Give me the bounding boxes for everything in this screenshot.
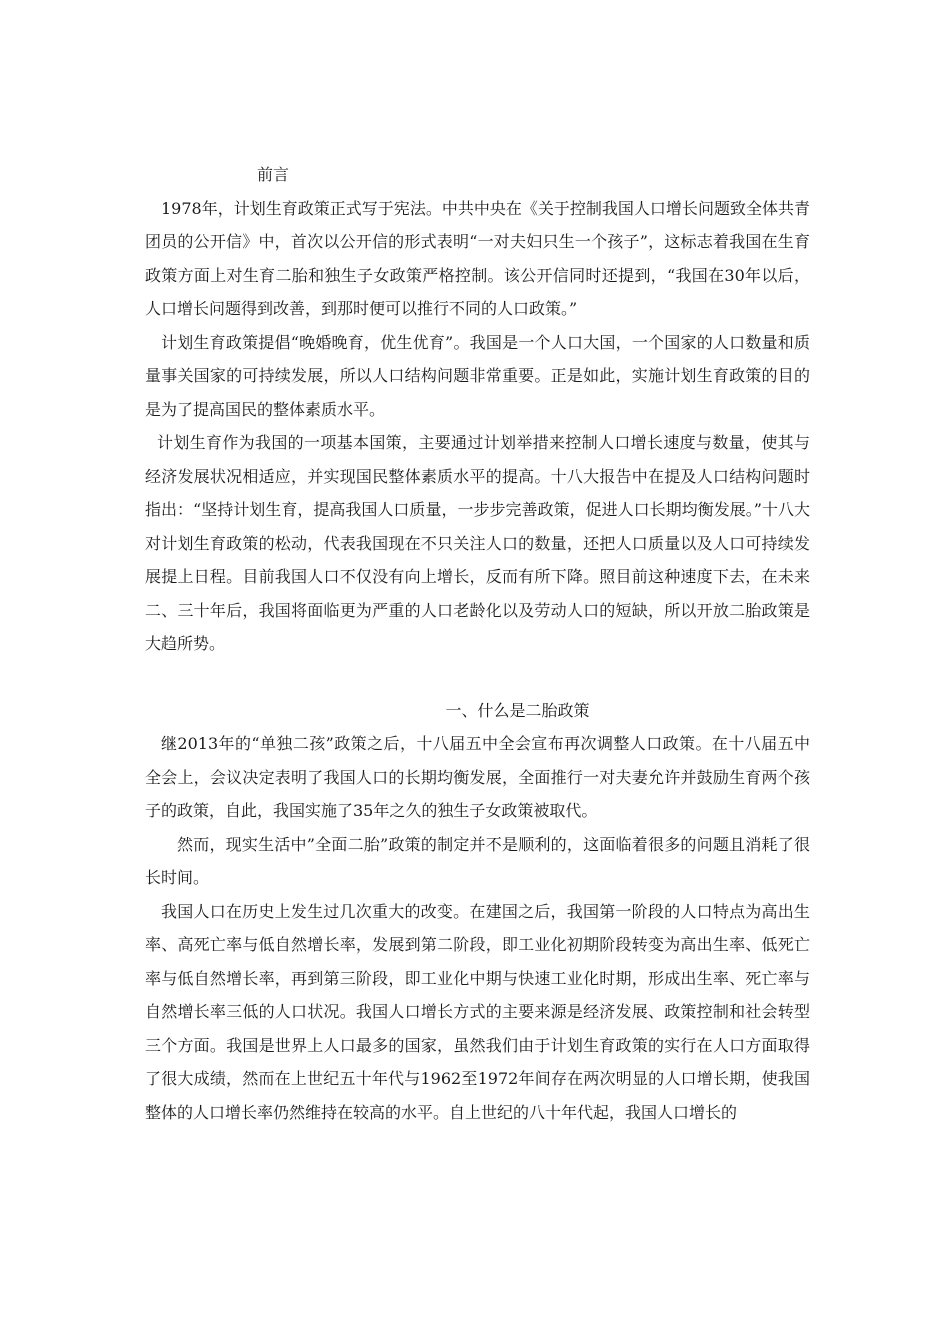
- preface-title: 前言: [257, 165, 290, 184]
- preface-paragraph-3: 计划生育作为我国的一项基本国策，主要通过计划举措来控制人口增长速度与数量，使其与经济发展状况相适应，并实现国民整体素质水平的提高。十八大报告中在提及人口结构问题时指出：“坚持计划生育，提高我国人口质量，一步步完善政策，促进人口长期均衡发展。”十八大对计划生育政策的松动，代表我国现在不只关注人口的数量，还把人口质量以及人口可持续发展提上日程。目前我国人口不仅没有向上增长，反而有所下降。照目前这种速度下去，在未来二、三十年后，我国将面临更为严重的人口老龄化以及劳动人口的短缺，所以开放二胎政策是大趋所势。: [145, 433, 810, 653]
- section-1-paragraph-1: 继2013年的“单独二孩”政策之后，十八届五中全会宣布再次调整人口政策。在十八届五中全会上，会议决定表明了我国人口的长期均衡发展，全面推行一对夫妻允许并鼓励生育两个孩子的政策，自此，我国实施了35年之久的独生子女政策被取代。: [145, 734, 810, 820]
- preface-paragraph-1: 1978年，计划生育政策正式写于宪法。中共中央在《关于控制我国人口增长问题致全体共青团员的公开信》中，首次以公开信的形式表明“一对夫妇只生一个孩子”，这标志着我国在生育政策方面上对生育二胎和独生子女政策严格控制。该公开信同时还提到，“我国在30年以后，人口增长问题得到改善，到那时便可以推行不同的人口政策。”: [145, 198, 810, 318]
- section-1-heading: 一、什么是二胎政策: [445, 700, 590, 720]
- preface-paragraph-2: 计划生育政策提倡“晚婚晚育，优生优育”。我国是一个人口大国，一个国家的人口数量和质量事关国家的可持续发展，所以人口结构问题非常重要。正是如此，实施计划生育政策的目的是为了提高国民的整体素质水平。: [145, 332, 810, 419]
- section-1-paragraph-2: 然而，现实生活中”全面二胎”政策的制定并不是顺利的，这面临着很多的问题且消耗了很长时间。: [145, 834, 810, 887]
- section-1-paragraph-3: 我国人口在历史上发生过几次重大的改变。在建国之后，我国第一阶段的人口特点为高出生率、高死亡率与低自然增长率，发展到第二阶段，即工业化初期阶段转变为高出生率、低死亡率与低自然增长率，再到第三阶段，即工业化中期与快速工业化时期，形成出生率、死亡率与自然增长率三低的人口状况。我国人口增长方式的主要来源是经济发展、政策控制和社会转型三个方面。我国是世界上人口最多的国家，虽然我们由于计划生育政策的实行在人口方面取得了很大成绩，然而在上世纪五十年代与1962至1972年间存在两次明显的人口增长期，使我国整体的人口增长率仍然维持在较高的水平。自上世纪的八十年代起，我国人口增长的: [145, 901, 810, 1122]
- document-page: [145, 158, 810, 1129]
